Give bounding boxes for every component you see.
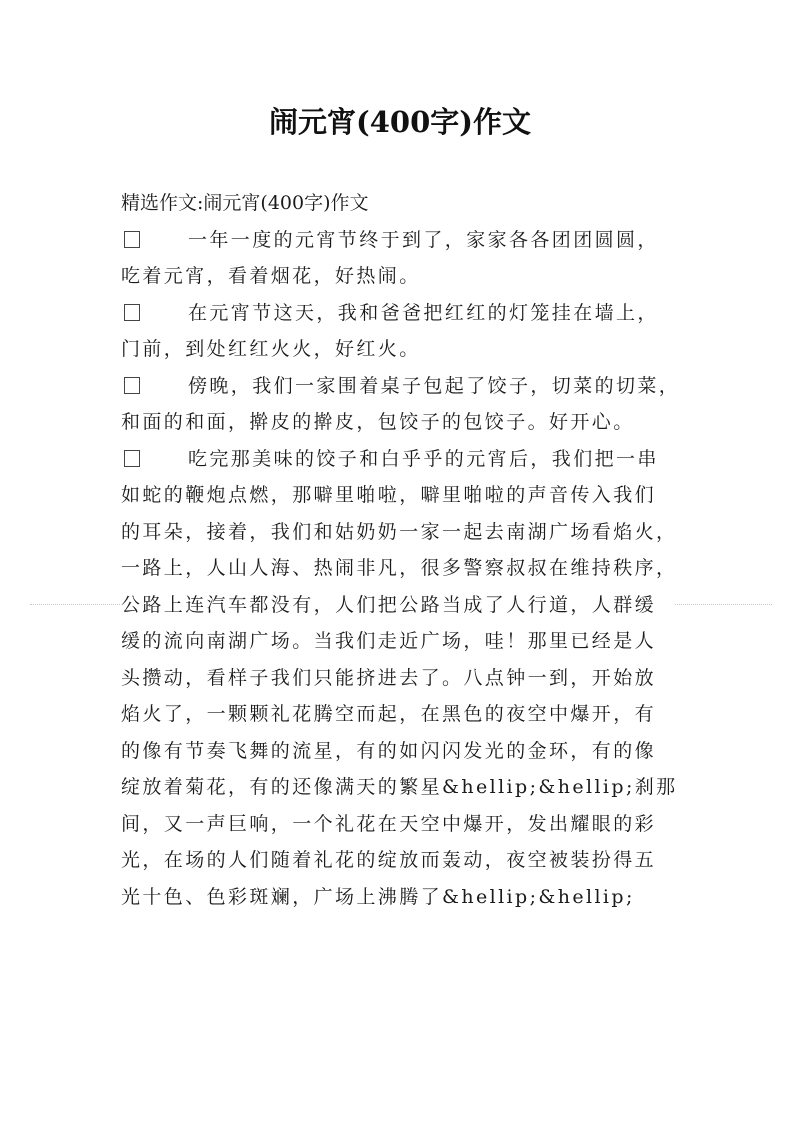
paragraph-line: 吃完那美味的饺子和白乎乎的元宵后，我们把一串 [121,441,676,478]
paragraph-line: 间，又一声巨响，一个礼花在天空中爆开，发出耀眼的彩 [121,812,657,835]
paragraph-line: 光，在场的人们随着礼花的绽放而轰动，夜空被装扮得五 [121,849,657,871]
paragraph-line: 的耳朵，接着，我们和姑奶奶一家一起去南湖广场看焰火， [121,520,678,543]
paragraph-line: 焰火了，一颗颗礼花腾空而起，在黑色的夜空中爆开，有 [121,703,657,725]
paragraph-line: 和面的和面，擀皮的擀皮，包饺子的包饺子。好开心。 [121,411,635,433]
empty-square-icon [124,450,140,467]
paragraph-line: 缓的流向南湖广场。当我们走近广场，哇！那里已经是人 [121,630,657,652]
paragraph-line: 如蛇的鞭炮点燃，那噼里啪啦，噼里啪啦的声音传入我们 [121,484,657,506]
paragraph-line: 的像有节奏飞舞的流星，有的如闪闪发光的金环，有的像 [121,739,657,762]
paragraph-line: 一路上，人山人海、热闹非凡，很多警察叔叔在维持秩序， [121,557,678,579]
document-body [121,185,681,915]
empty-square-icon [124,377,140,394]
document-title: 闹元宵(400字)作文 [269,105,531,139]
dotted-divider-right [675,604,772,605]
empty-square-icon [124,231,140,248]
paragraph-line: 公路上连汽车都没有，人们把公路当成了人行道，人群缓 [121,593,657,616]
paragraph-line: 绽放着菊花，有的还像满天的繁星&hellip;&hellip;刹那 [121,776,678,798]
paragraph-line: 傍晚，我们一家围着桌子包起了饺子，切菜的切菜， [121,368,676,405]
paragraph-line: 在元宵节这天，我和爸爸把红红的灯笼挂在墙上， [121,295,676,332]
empty-square-icon [124,304,140,321]
document-subtitle: 精选作文:闹元宵(400字)作文 [121,192,369,214]
paragraph-line: 光十色、色彩斑斓，广场上沸腾了&hellip;&hellip; [121,885,635,908]
paragraph-line: 吃着元宵，看着烟花，好热闹。 [121,265,421,287]
paragraph-line: 头攒动，看样子我们只能挤进去了。八点钟一到，开始放 [121,666,657,689]
paragraph-line: 一年一度的元宵节终于到了，家家各各团团圆圆， [121,222,676,259]
paragraph-line: 门前，到处红红火火，好红火。 [121,338,421,360]
dotted-divider-left [30,604,120,605]
